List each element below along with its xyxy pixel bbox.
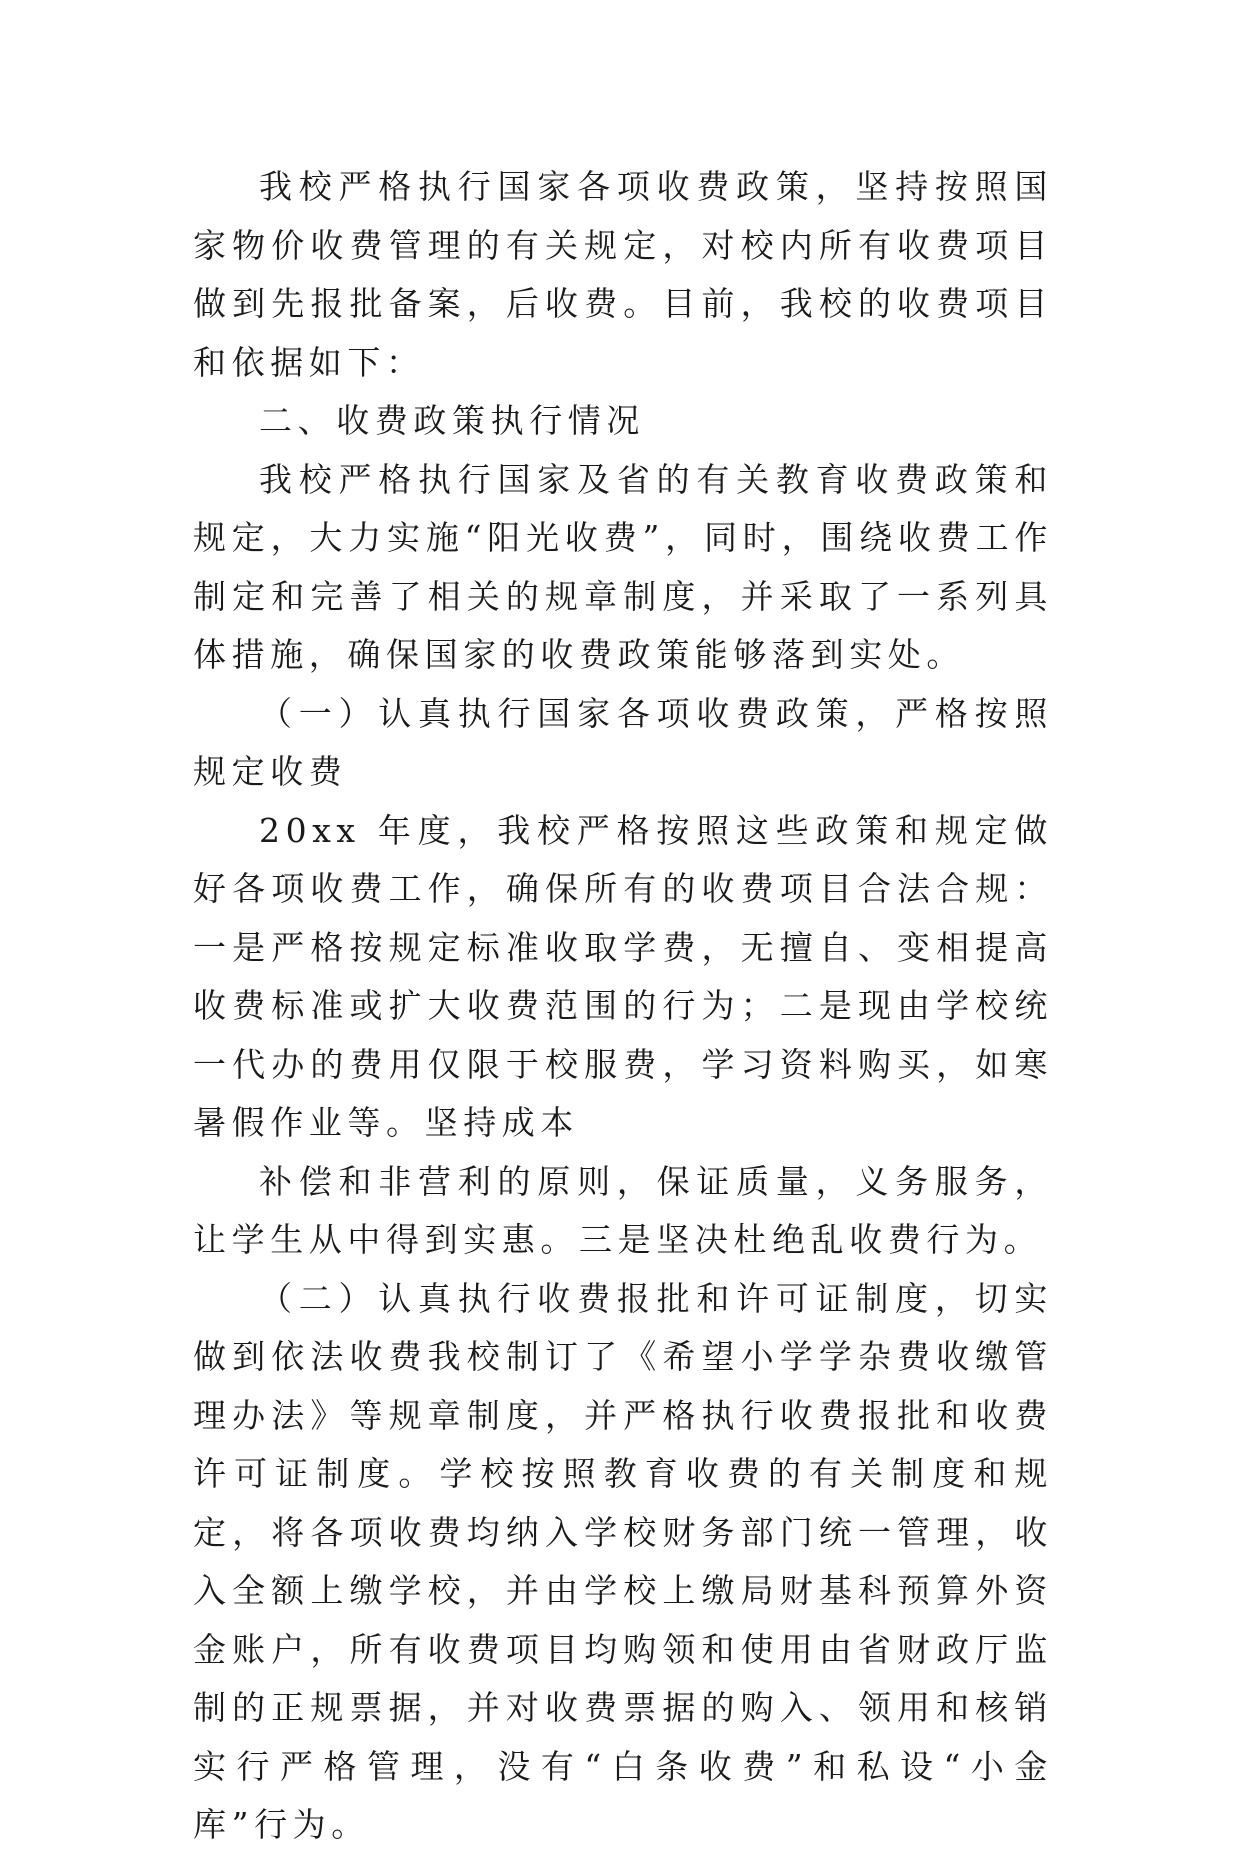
document-body [193, 158, 1053, 1855]
paragraph-annual-fee-work: 20xx 年度，我校严格按照这些政策和规定做好各项收费工作，确保所有的收费项目合法合规：一是严格按规定标准收取学费，无擅自、变相提高收费标准或扩大收费范围的行为；二是现由学校统一代办的费用仅限于校服费，学习资料购买，如寒暑假作业等。坚持成本 [193, 810, 1053, 1142]
paragraph-sunshine-fees: 我校严格执行国家及省的有关教育收费政策和规定，大力实施“阳光收费”，同时，围绕收费工作制定和完善了相关的规章制度，并采取了一系列具体措施，确保国家的收费政策能够落到实处。 [193, 459, 1053, 674]
subheading-strict-fee-collection: （一）认真执行国家各项收费政策，严格按照规定收费 [193, 693, 1053, 791]
paragraph-fee-approval-license: （二）认真执行收费报批和许可证制度，切实做到依法收费我校制订了《希望小学学杂费收缴管理办法》等规章制度，并严格执行收费报批和收费许可证制度。学校按照教育收费的有关制度和规定，将各项收费均纳入学校财务部门统一管理，收入全额上缴学校，并由学校上缴局财基科预算外资金账户，所有收费项目均购领和使用由省财政厅监制的正规票据，并对收费票据的购入、领用和核销实行严格管理，没有“白条收费”和私设“小金库”行为。 [193, 1278, 1053, 1844]
section-heading-policy-execution: 二、收费政策执行情况 [259, 401, 645, 440]
paragraph-non-profit-principle: 补偿和非营利的原则，保证质量，义务服务，让学生从中得到实惠。三是坚决杜绝乱收费行为。 [193, 1161, 1053, 1259]
paragraph-fee-policy-intro: 我校严格执行国家各项收费政策，坚持按照国家物价收费管理的有关规定，对校内所有收费项目做到先报批备案，后收费。目前，我校的收费项目和依据如下： [193, 167, 1053, 382]
